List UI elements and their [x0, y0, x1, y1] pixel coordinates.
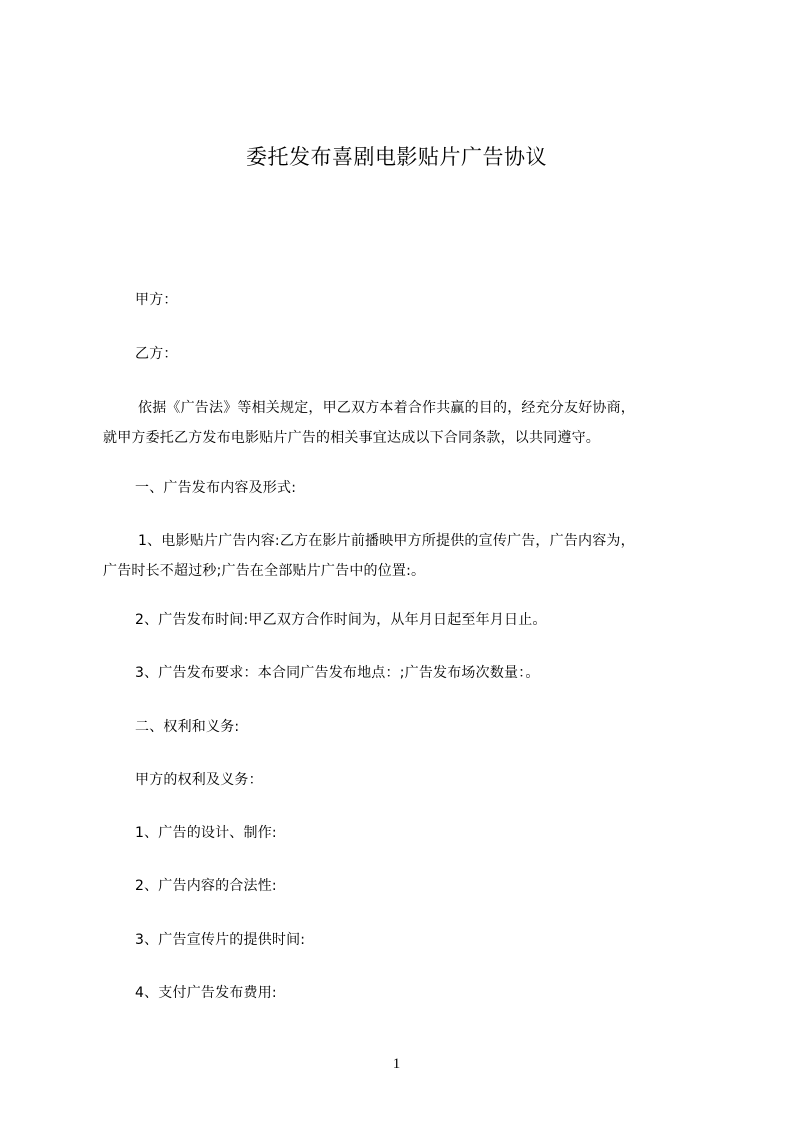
item-2: 2、广告发布时间:甲乙双方合作时间为，从年月日起至年月日止。 — [135, 612, 547, 628]
right-item-1: 1、广告的设计、制作: — [135, 825, 277, 841]
right-item-3: 3、广告宣传片的提供时间: — [135, 932, 306, 948]
right-item-2: 2、广告内容的合法性: — [135, 878, 277, 894]
section-1-heading: 一、广告发布内容及形式: — [135, 480, 297, 496]
item-1-line-2: 广告时长不超过秒;广告在全部贴片广告中的位置:。 — [103, 563, 426, 579]
party-a-rights-heading: 甲方的权利及义务： — [135, 772, 263, 788]
intro-paragraph-line-2: 就甲方委托乙方发布电影贴片广告的相关事宜达成以下合同条款，以共同遵守。 — [103, 430, 600, 446]
party-b-line: 乙方： — [135, 346, 178, 362]
section-2-heading: 二、权利和义务: — [135, 719, 240, 735]
party-a-line: 甲方： — [135, 292, 178, 308]
item-1-line-1: 1、电影贴片广告内容:乙方在影片前播映甲方所提供的宣传广告，广告内容为， — [138, 533, 635, 549]
page-number: 1 — [392, 1056, 401, 1072]
item-3: 3、广告发布要求：本合同广告发布地点：;广告发布场次数量：。 — [135, 665, 540, 681]
document-title: 委托发布喜剧电影贴片广告协议 — [246, 145, 547, 169]
right-item-4: 4、支付广告发布费用: — [135, 985, 277, 1001]
intro-paragraph-line-1: 依据《广告法》等相关规定，甲乙双方本着合作共赢的目的，经充分友好协商， — [138, 400, 635, 416]
